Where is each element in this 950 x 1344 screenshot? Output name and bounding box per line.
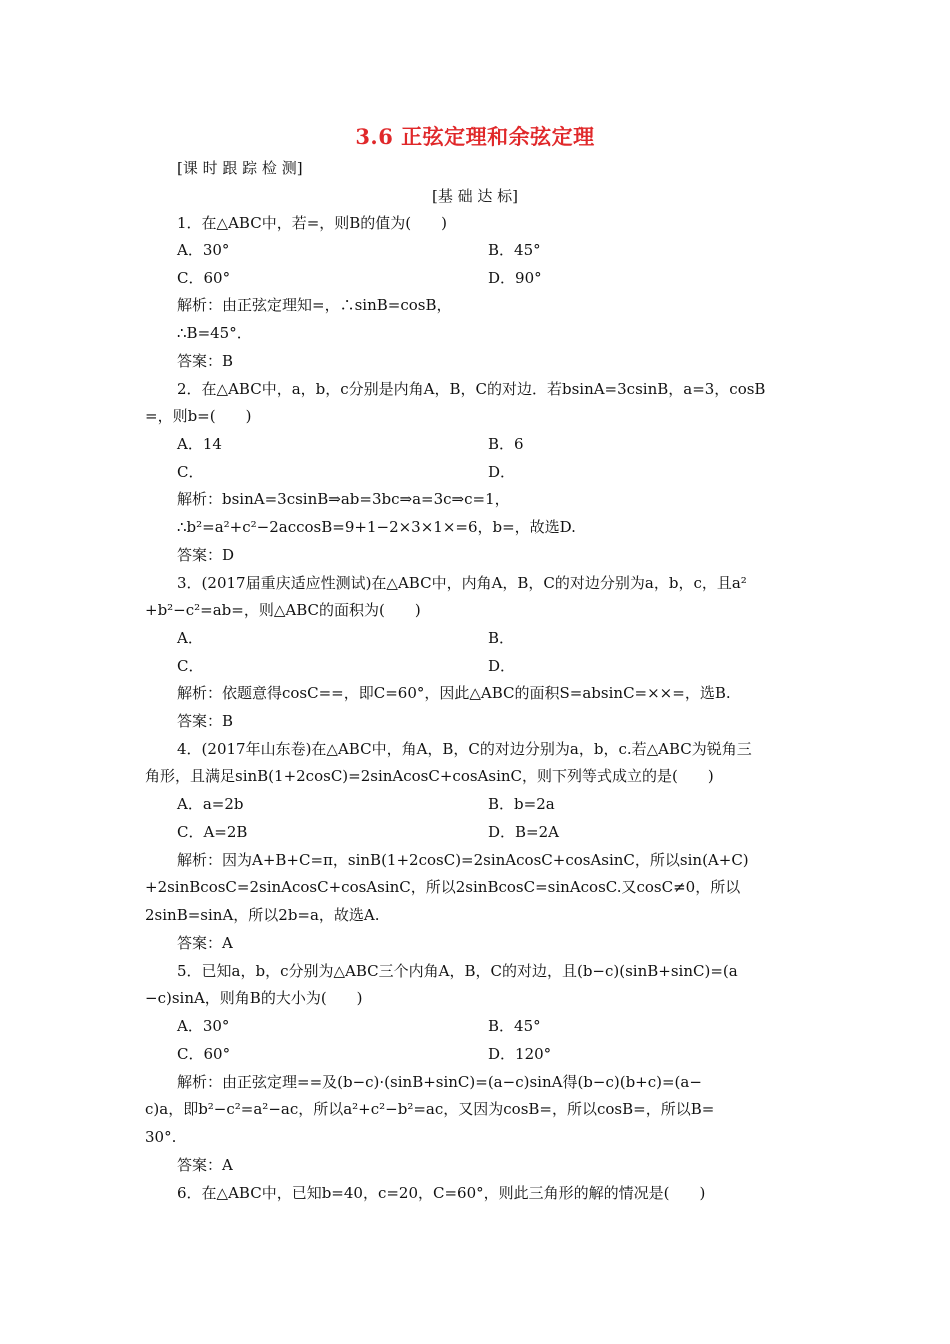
section-header: [课 时 跟 踪 检 测] bbox=[177, 159, 303, 177]
q5-solution-2: c)a，即b²−c²=a²−ac，所以a²+c²−b²=ac，又因为cosB=，所以cosB=，所以B= bbox=[145, 1100, 715, 1118]
q1-solution-1: 解析：由正弦定理知=，∴sinB=cosB， bbox=[177, 296, 452, 314]
q4-solution-2: +2sinBcosC=2sinAcosC+cosAsinC，所以2sinBcosC=sinAcosC.又cosC≠0，所以 bbox=[145, 878, 741, 896]
q2-option-b: B．6 bbox=[488, 435, 524, 453]
question-6: 6．在△ABC中，已知b=40，c=20，C=60°，则此三角形的解的情况是( ) bbox=[177, 1184, 706, 1202]
q3-answer: 答案：B bbox=[177, 712, 234, 730]
q5-option-d: D．120° bbox=[488, 1045, 552, 1063]
q3-solution-1: 解析：依题意得cosC==，即C=60°，因此△ABC的面积S=absinC=××=，选B. bbox=[177, 684, 731, 702]
q4-solution-3: 2sinB=sinA，所以2b=a，故选A. bbox=[145, 906, 380, 924]
q4-option-a: A．a=2b bbox=[177, 795, 244, 813]
q4-option-d: D．B=2A bbox=[488, 823, 559, 841]
q5-option-c: C．60° bbox=[177, 1045, 231, 1063]
q1-option-b: B．45° bbox=[488, 241, 541, 259]
q5-answer: 答案：A bbox=[177, 1156, 233, 1174]
question-3-cont: +b²−c²=ab=，则△ABC的面积为( ) bbox=[145, 601, 421, 619]
question-4-cont: 角形，且满足sinB(1+2cosC)=2sinAcosC+cosAsinC，则下列等式成立的是( ) bbox=[145, 767, 714, 785]
q4-answer: 答案：A bbox=[177, 934, 233, 952]
q4-option-b: B．b=2a bbox=[488, 795, 555, 813]
question-5-cont: −c)sinA，则角B的大小为( ) bbox=[145, 989, 363, 1007]
q2-answer: 答案：D bbox=[177, 546, 235, 564]
q3-option-b: B． bbox=[488, 629, 515, 647]
q1-option-d: D．90° bbox=[488, 269, 542, 287]
sub-header: [基 础 达 标] bbox=[431, 187, 518, 205]
q3-option-c: C． bbox=[177, 657, 204, 675]
q1-option-c: C．60° bbox=[177, 269, 231, 287]
q3-option-d: D． bbox=[488, 657, 516, 675]
page-title: 3.6 正弦定理和余弦定理 bbox=[355, 124, 595, 149]
q5-solution-3: 30°. bbox=[145, 1128, 177, 1146]
question-2-cont: =，则b=( ) bbox=[145, 407, 252, 425]
question-5: 5．已知a，b，c分别为△ABC三个内角A，B，C的对边，且(b−c)(sinB+sinC)=(a bbox=[177, 962, 738, 980]
q5-option-a: A．30° bbox=[177, 1017, 230, 1035]
q5-solution-1: 解析：由正弦定理==及(b−c)·(sinB+sinC)=(a−c)sinA得(b−c)(b+c)=(a− bbox=[177, 1073, 702, 1091]
q3-option-a: A． bbox=[177, 629, 203, 647]
q2-solution-2: ∴b²=a²+c²−2accosB=9+1−2×3×1×=6，b=，故选D. bbox=[177, 518, 576, 536]
q4-option-c: C．A=2B bbox=[177, 823, 248, 841]
question-1: 1．在△ABC中，若=，则B的值为( ) bbox=[177, 214, 447, 232]
q1-option-a: A．30° bbox=[177, 241, 230, 259]
q2-option-a: A．14 bbox=[177, 435, 222, 453]
q2-solution-1: 解析：bsinA=3csinB⇒ab=3bc⇒a=3c⇒c=1， bbox=[177, 490, 510, 508]
question-2: 2．在△ABC中，a，b，c分别是内角A，B，C的对边．若bsinA=3csinB，a=3，cosB bbox=[177, 380, 766, 398]
q1-answer: 答案：B bbox=[177, 352, 234, 370]
q5-option-b: B．45° bbox=[488, 1017, 541, 1035]
question-4: 4．(2017年山东卷)在△ABC中，角A，B，C的对边分别为a，b，c.若△ABC为锐角三 bbox=[177, 740, 752, 758]
q2-option-d: D． bbox=[488, 463, 516, 481]
q4-solution-1: 解析：因为A+B+C=π，sinB(1+2cosC)=2sinAcosC+cosAsinC，所以sin(A+C) bbox=[177, 851, 749, 869]
q1-solution-2: ∴B=45°． bbox=[177, 324, 252, 342]
q2-option-c: C． bbox=[177, 463, 204, 481]
question-3: 3．(2017届重庆适应性测试)在△ABC中，内角A，B，C的对边分别为a，b，c，且a² bbox=[177, 574, 747, 592]
